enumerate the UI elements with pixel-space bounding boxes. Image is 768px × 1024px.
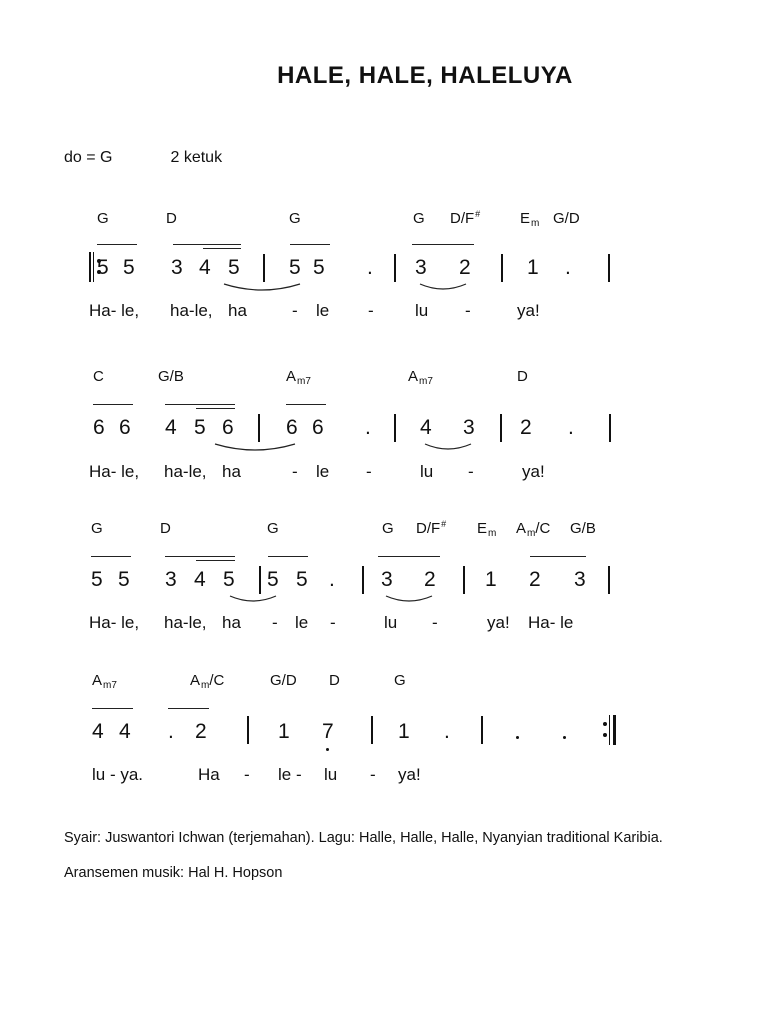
key-signature-line [64,149,222,167]
chord: G [413,210,425,227]
note: 6 [119,416,131,439]
note: 3 [415,256,427,279]
beam [165,556,235,557]
barline [247,716,249,744]
lyric: le [316,301,330,320]
chord: G/B [570,520,596,537]
lyric: - [465,301,471,320]
lyric: ha-le, [164,613,207,632]
note: 5 [313,256,325,279]
barline [500,414,502,442]
beam [203,248,241,249]
lyric: - [370,765,376,784]
note: 1 [527,256,539,279]
note: 6 [286,416,298,439]
note: 5 [91,568,103,591]
slur [423,442,473,454]
note: 5 [228,256,240,279]
note: 4 [165,416,177,439]
chord: $E_m$ [520,210,540,229]
note: 4 [199,256,211,279]
note: 5 [289,256,301,279]
slur [228,594,278,606]
note: 2 [195,720,207,743]
repeat-dot [603,733,607,737]
chord: G [289,210,301,227]
chord: D [517,368,528,385]
note: 3 [165,568,177,591]
note: 6 [312,416,324,439]
lyric: - [272,613,278,632]
beam [378,556,440,557]
barline [608,566,610,594]
barline [394,414,396,442]
lyric: ha [228,301,247,320]
lyric: le [295,613,309,632]
lyric: Ha- le [528,613,574,632]
lyric: ha-le, [170,301,213,320]
lyric: Ha- le, [89,301,140,320]
barline [463,566,465,594]
lyric: ya! [487,613,510,632]
note: 3 [381,568,393,591]
beam [286,404,326,405]
note: 5 [194,416,206,439]
chord: C [93,368,104,385]
lyric: Ha- le, [89,613,140,632]
repeat-start-thin [93,252,94,282]
chord: $A_{m7}$ [286,368,311,387]
beam [165,404,235,405]
beam [93,404,133,405]
note: 1 [485,568,497,591]
lyric: ya! [522,462,545,481]
barline [481,716,483,744]
lyric: - [366,462,372,481]
note: 3 [171,256,183,279]
note-lower-octave: 7 [322,720,334,743]
note: 5 [118,568,130,591]
lower-octave-dot [326,748,329,751]
beam [196,560,235,561]
note-dot: . [565,256,571,279]
chord: D [329,672,340,689]
note: 4 [119,720,131,743]
chord: G [267,520,279,537]
lyric: ha [222,613,241,632]
lyric: - [330,613,336,632]
lyric: lu [324,765,338,784]
beam [168,708,209,709]
beam [92,708,133,709]
note: 4 [420,416,432,439]
note: 5 [296,568,308,591]
note: 5 [223,568,235,591]
lyric: ha-le, [164,462,207,481]
chord: G [97,210,109,227]
note-dot: . [367,256,373,279]
note: 2 [424,568,436,591]
lyric: lu - ya. [92,765,144,784]
barline [263,254,265,282]
barline [501,254,503,282]
repeat-dot [603,722,607,726]
chord: $E_m$ [477,520,497,539]
repeat-end-thin [609,715,610,745]
barline [394,254,396,282]
note: 3 [463,416,475,439]
lyric: Ha [198,765,220,784]
barline [371,716,373,744]
beam [290,244,330,245]
lyric: lu [415,301,429,320]
beam [530,556,586,557]
note: 1 [398,720,410,743]
note: 5 [97,256,109,279]
repeat-end-thick [613,715,616,745]
lyric: - [244,765,250,784]
note: 1 [278,720,290,743]
note: 6 [222,416,234,439]
note: 5 [123,256,135,279]
beam [97,244,137,245]
note: 2 [520,416,532,439]
note: 4 [92,720,104,743]
slur [418,282,468,294]
lyric: lu [420,462,434,481]
slur [213,442,297,456]
chord: G [382,520,394,537]
note-dot: . [568,416,574,439]
slur [222,282,302,296]
lyric: le - [278,765,302,784]
chord: G [91,520,103,537]
beam [91,556,131,557]
note-dot: . [329,568,335,591]
chord: D [166,210,177,227]
chord: G/D [553,210,580,227]
chord: $A_m/C$ [516,520,551,539]
lyric: - [432,613,438,632]
note: 2 [459,256,471,279]
chord: D/F# [416,519,447,537]
note-dot: . [444,720,450,743]
beam [412,244,474,245]
rest-dot [563,736,566,739]
note: 3 [574,568,586,591]
lyric: lu [384,613,398,632]
lyric: - [292,462,298,481]
chord: D/F# [450,209,481,227]
lyric: le [316,462,330,481]
beam [173,244,241,245]
beam [196,408,235,409]
chord: D [160,520,171,537]
repeat-start-thick [89,252,91,282]
chord: $A_{m7}$ [92,672,117,691]
barline [609,414,611,442]
chord: G/B [158,368,184,385]
beam [268,556,308,557]
barline [258,414,260,442]
rest-dot [516,736,519,739]
note: 6 [93,416,105,439]
barline [608,254,610,282]
note-dot: . [168,720,174,743]
note: 2 [529,568,541,591]
lyric: - [292,301,298,320]
chord: $A_m/C$ [190,672,225,691]
song-title: HALE, HALE, HALELUYA [277,62,573,89]
chord: $A_{m7}$ [408,368,433,387]
barline [259,566,261,594]
lyric: - [468,462,474,481]
slur [384,594,434,606]
note: 4 [194,568,206,591]
meter-label: 2 ketuk [170,149,223,166]
lyric: ya! [517,301,540,320]
lyric: ha [222,462,241,481]
note-dot: . [365,416,371,439]
arrangement-line: Aransemen musik: Hal H. Hopson [64,865,283,881]
lyric: Ha- le, [89,462,140,481]
lyric: - [368,301,374,320]
barline [362,566,364,594]
credits-line: Syair: Juswantori Ichwan (terjemahan). Lagu: Halle, Halle, Halle, Nyanyian traditional Karibia. [64,830,663,846]
note: 5 [267,568,279,591]
chord: G [394,672,406,689]
key-label: do = G [64,149,113,166]
chord: G/D [270,672,297,689]
lyric: ya! [398,765,421,784]
